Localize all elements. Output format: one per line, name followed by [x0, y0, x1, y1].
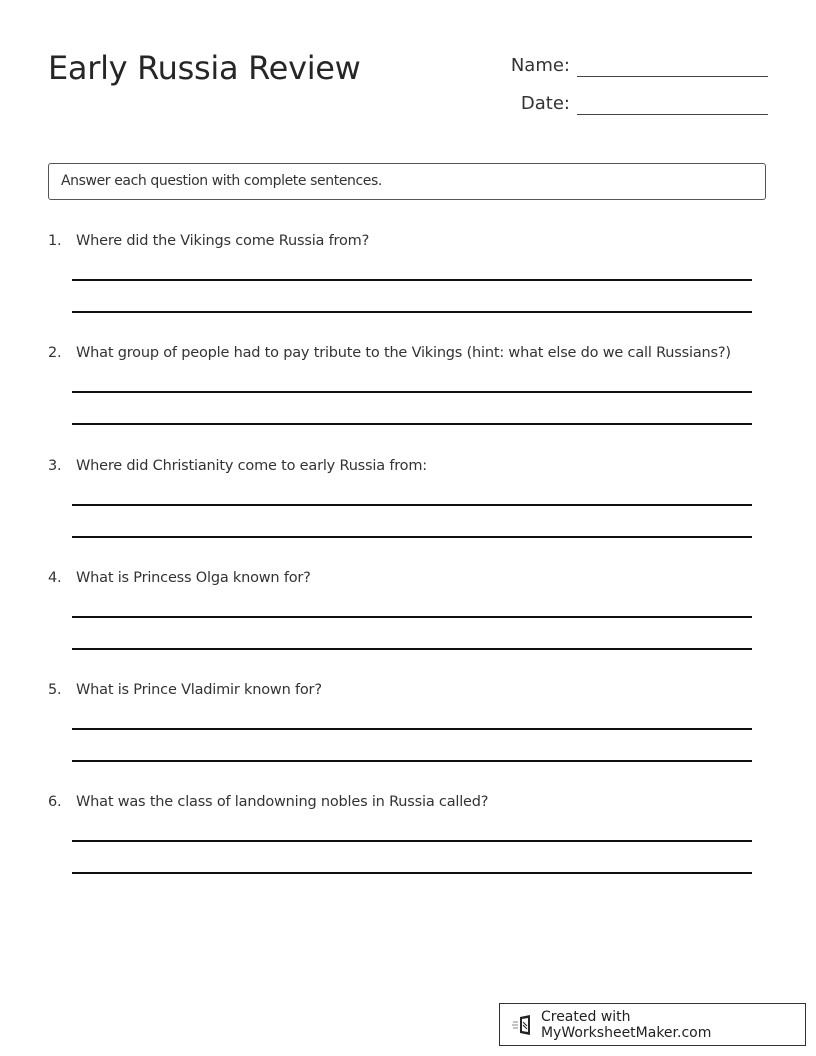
question-2 — [48, 343, 768, 363]
page-title: Early Russia Review — [48, 49, 361, 87]
answer-line[interactable] — [72, 616, 752, 618]
question-text: What group of people had to pay tribute to the Vikings (hint: what else do we call Russians?) — [76, 345, 731, 361]
question-4 — [48, 568, 768, 588]
question-number: 2. — [48, 345, 62, 361]
question-5 — [48, 680, 768, 700]
answer-line[interactable] — [72, 840, 752, 842]
question-number: 5. — [48, 682, 62, 698]
question-number: 3. — [48, 458, 62, 474]
question-3 — [48, 456, 768, 476]
name-field — [500, 54, 768, 77]
question-text: Where did the Vikings come Russia from? — [76, 233, 370, 249]
date-label: Date: — [520, 93, 570, 114]
question-6 — [48, 792, 768, 812]
question-1 — [48, 231, 768, 251]
answer-line[interactable] — [72, 872, 752, 874]
footer-credit-badge[interactable] — [499, 1003, 806, 1046]
answer-line[interactable] — [72, 536, 752, 538]
question-number: 4. — [48, 570, 62, 586]
answer-line[interactable] — [72, 279, 752, 281]
instructions-box: Answer each question with complete sentences. — [48, 163, 766, 200]
answer-line[interactable] — [72, 760, 752, 762]
date-field — [500, 92, 768, 115]
question-text: Where did Christianity come to early Russia from: — [76, 458, 427, 474]
date-blank-line[interactable] — [577, 92, 768, 115]
answer-line[interactable] — [72, 648, 752, 650]
answer-line[interactable] — [72, 728, 752, 730]
answer-line[interactable] — [72, 504, 752, 506]
question-text: What was the class of landowning nobles in Russia called? — [76, 794, 489, 810]
question-number: 6. — [48, 794, 62, 810]
worksheet-logo-icon — [512, 1014, 534, 1036]
footer-credit-text: Created with MyWorksheetMaker.com — [540, 1008, 712, 1041]
question-text: What is Princess Olga known for? — [76, 570, 311, 586]
name-label: Name: — [510, 55, 570, 76]
question-number: 1. — [48, 233, 62, 249]
question-text: What is Prince Vladimir known for? — [76, 682, 322, 698]
name-blank-line[interactable] — [577, 54, 768, 77]
answer-line[interactable] — [72, 391, 752, 393]
answer-line[interactable] — [72, 423, 752, 425]
answer-line[interactable] — [72, 311, 752, 313]
